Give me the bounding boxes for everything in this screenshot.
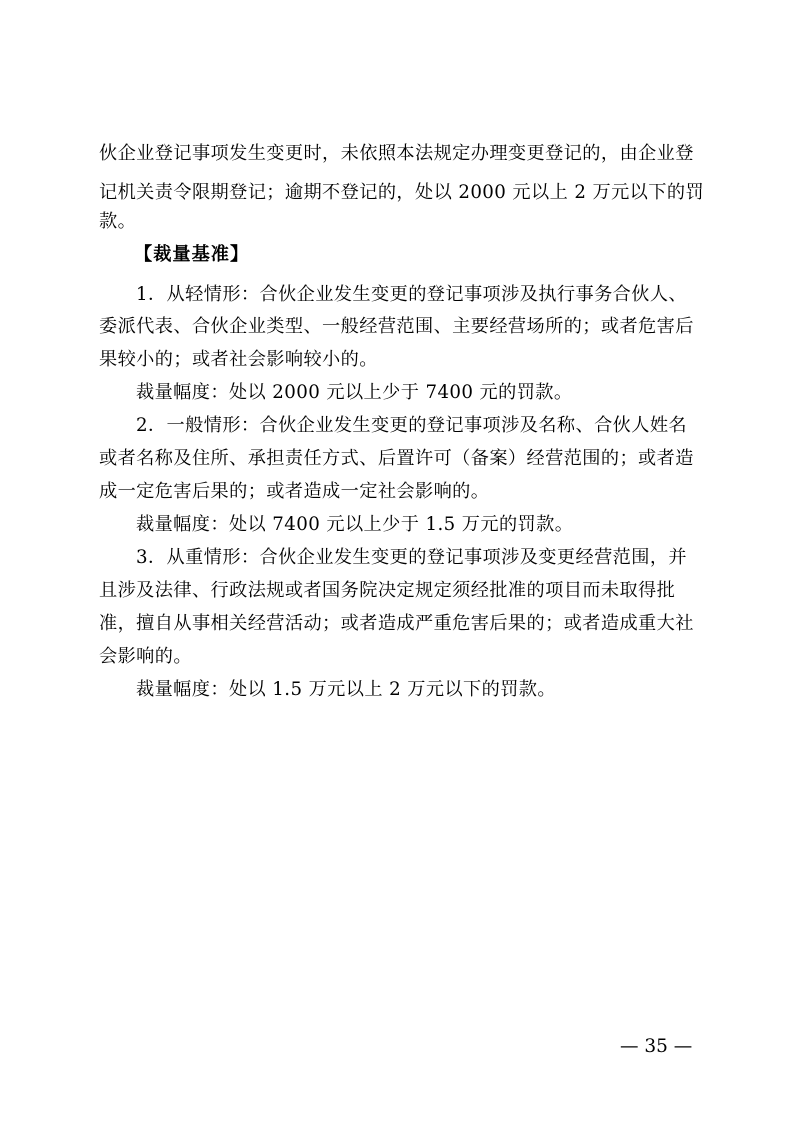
- section-heading: 【裁量基准】: [134, 244, 250, 265]
- item-2-range: 裁量幅度：处以 7400 元以上少于 1.5 万元的罚款。: [136, 514, 574, 535]
- item-3-range: 裁量幅度：处以 1.5 万元以上 2 万元以下的罚款。: [136, 679, 556, 700]
- item-2-line: 成一定危害后果的；或者造成一定社会影响的。: [99, 481, 490, 502]
- item-1-range: 裁量幅度：处以 2000 元以上少于 7400 元的罚款。: [136, 382, 573, 403]
- body-text-line: 伙企业登记事项发生变更时，未依照本法规定办理变更登记的，由企业登: [99, 143, 694, 164]
- page-number: — 35 —: [620, 1036, 693, 1057]
- item-1-line: 1．从轻情形：合伙企业发生变更的登记事项涉及执行事务合伙人、: [136, 284, 688, 305]
- item-2-line: 2．一般情形：合伙企业发生变更的登记事项涉及名称、合伙人姓名: [136, 415, 688, 436]
- item-3-line: 3．从重情形：合伙企业发生变更的登记事项涉及变更经营范围，并: [136, 547, 688, 568]
- item-2-line: 或者名称及住所、承担责任方式、后置许可（备案）经营范围的；或者造: [99, 448, 694, 469]
- body-text-line: 记机关责令限期登记；逾期不登记的，处以 2000 元以上 2 万元以下的罚: [99, 182, 705, 203]
- item-3-line: 会影响的。: [99, 646, 192, 667]
- item-1-line: 果较小的；或者社会影响较小的。: [99, 349, 378, 370]
- item-1-line: 委派代表、合伙企业类型、一般经营范围、主要经营场所的；或者危害后: [99, 316, 694, 337]
- item-3-line: 且涉及法律、行政法规或者国务院决定规定须经批准的项目而未取得批: [99, 580, 676, 601]
- body-text-line: 款。: [99, 211, 137, 232]
- item-3-line: 准，擅自从事相关经营活动；或者造成严重危害后果的；或者造成重大社: [99, 613, 694, 634]
